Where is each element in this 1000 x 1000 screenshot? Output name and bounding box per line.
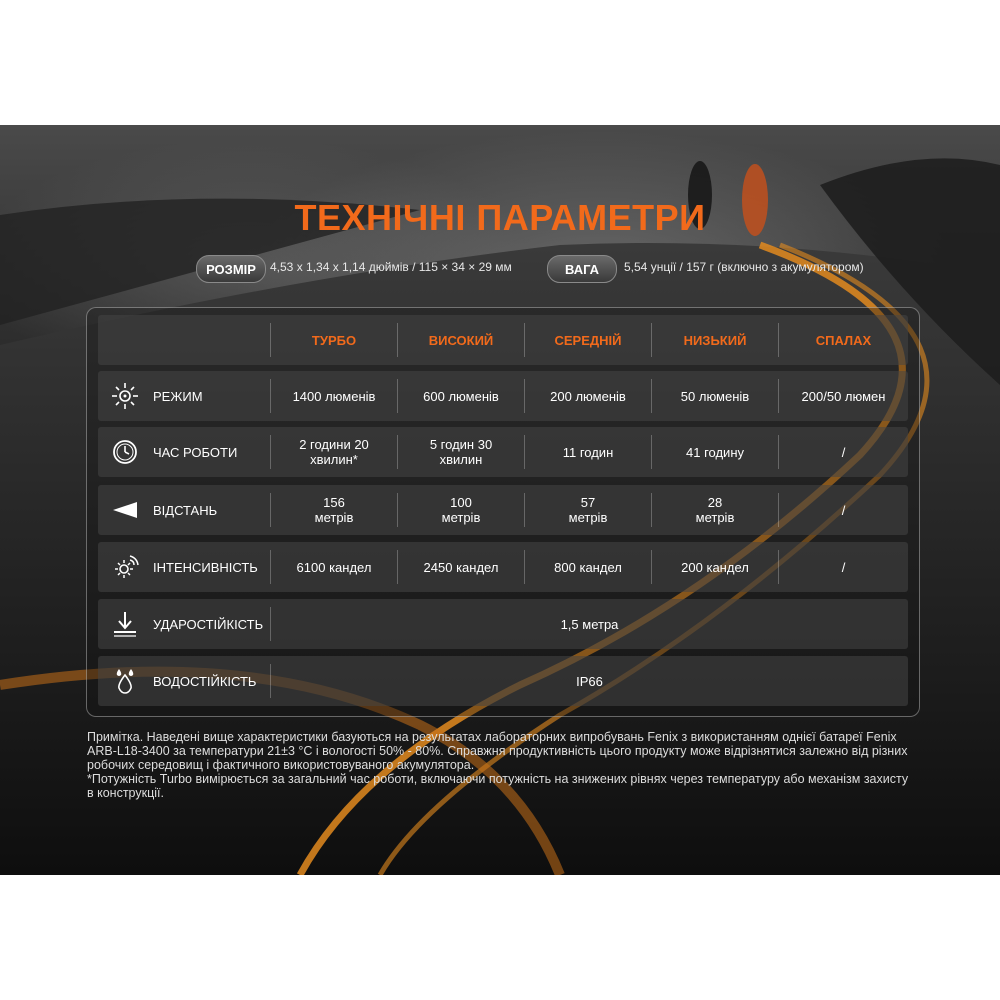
cell-medium: 11 годин [562, 444, 614, 460]
header-medium: СЕРЕДНІЙ [554, 332, 622, 348]
turbo-footnote: *Потужність Turbo вимірюється за загальний час роботи, включаючи потужність на знижених рівнях через температуру або механізм захисту в конструкції. [87, 772, 909, 800]
weight-badge [547, 255, 617, 283]
cell-merged: 1,5 метра [560, 616, 619, 632]
header-turbo: ТУРБО [311, 332, 357, 348]
cell-medium: 57 метрів [568, 495, 608, 525]
cell-medium: 800 кандел [554, 559, 622, 575]
beam-distance-icon [110, 495, 140, 525]
row-label: ЧАС РОБОТИ [153, 444, 238, 460]
cell-high: 2450 кандел [423, 559, 499, 575]
weight-badge-label: ВАГА [564, 261, 600, 277]
cell-strobe: / [841, 444, 846, 460]
size-badge [196, 255, 266, 283]
table-row [98, 599, 908, 649]
spec-table [86, 307, 920, 717]
cell-high: 5 годин 30 хвилин [429, 437, 493, 467]
page-title: ТЕХНІЧНІ ПАРАМЕТРИ [294, 197, 706, 238]
cell-turbo: 2 години 20 хвилин* [299, 437, 369, 467]
water-resistance-icon [110, 666, 140, 696]
table-row [98, 371, 908, 421]
row-label: ВОДОСТІЙКІСТЬ [153, 673, 257, 689]
table-row [98, 542, 908, 592]
table-row [98, 656, 908, 706]
table-row [98, 485, 908, 535]
cell-low: 200 кандел [681, 559, 749, 575]
cell-strobe: / [841, 559, 846, 575]
size-value: 4,53 x 1,34 x 1,14 дюймів / 115 × 34 × 29 мм [270, 260, 512, 274]
row-label: РЕЖИМ [153, 388, 203, 404]
size-badge-label: РОЗМІР [206, 261, 256, 277]
clock-icon [110, 437, 140, 467]
cell-strobe: 200/50 люмен [801, 388, 886, 404]
weight-value: 5,54 унції / 157 г (включно з акумулятором) [624, 260, 864, 274]
row-label: ІНТЕНСИВНІСТЬ [153, 559, 258, 575]
header-strobe: СПАЛАХ [815, 332, 872, 348]
cell-strobe: / [841, 502, 846, 518]
row-label: ВІДСТАНЬ [153, 502, 218, 518]
cell-medium: 200 люменів [550, 388, 626, 404]
cell-turbo: 6100 кандел [296, 559, 372, 575]
cell-low: 28 метрів [695, 495, 735, 525]
table-row [98, 427, 908, 477]
cell-turbo: 156 метрів [314, 495, 354, 525]
spec-banner [0, 125, 1000, 875]
cell-high: 100 метрів [441, 495, 481, 525]
cell-low: 50 люменів [680, 388, 750, 404]
header-low: НИЗЬКИЙ [683, 332, 747, 348]
note-text: Примітка. Наведені вище характеристики базуються на результатах лабораторних випробувань Fenix з використанням однієї батареї Fenix ARB-L18-3400 за температури 21±3 °C і вологості 50% - 80%. Справжня продуктивність цього продукту може відрізнятися залежно від різних робочих середовищ і фактичного використовуваного акумулятора. [87, 730, 908, 772]
header-high: ВИСОКИЙ [428, 332, 494, 348]
cell-turbo: 1400 люменів [292, 388, 376, 404]
impact-resistance-icon [110, 609, 140, 639]
sun-mode-icon [110, 381, 140, 411]
row-label: УДАРОСТІЙКІСТЬ [153, 616, 264, 632]
footnote-block [87, 730, 917, 800]
intensity-icon [110, 552, 140, 582]
cell-merged: IP66 [576, 673, 603, 689]
cell-low: 41 годину [686, 444, 744, 460]
table-header-row [98, 315, 908, 365]
cell-high: 600 люменів [423, 388, 499, 404]
